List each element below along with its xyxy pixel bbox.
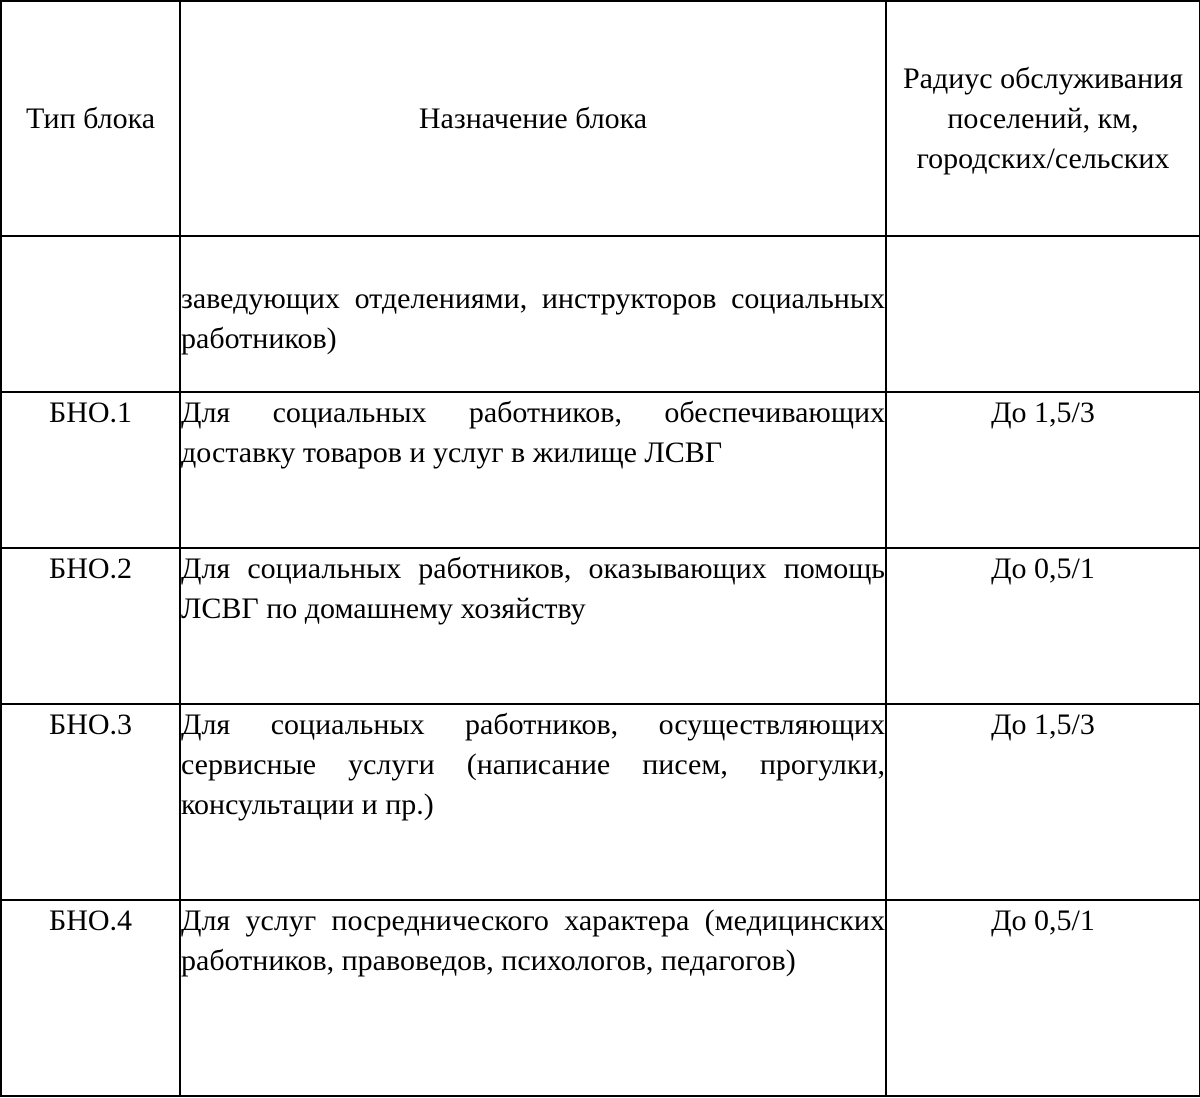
table-header-row xyxy=(1,1,1200,236)
service-radius-cell xyxy=(886,236,1200,392)
table-row xyxy=(1,392,1200,548)
block-type-cell: БНО.2 xyxy=(1,548,180,704)
block-purpose-cell: Для социальных работников, осуществляющих сервисные услуги (написание писем, прогулки, консультации и пр.) xyxy=(180,704,886,900)
table-row xyxy=(1,236,1200,392)
table-row xyxy=(1,548,1200,704)
service-radius-cell: До 1,5/3 xyxy=(886,704,1200,900)
header-block-type: Тип блока xyxy=(1,1,180,236)
block-type-cell: БНО.3 xyxy=(1,704,180,900)
block-purpose-cell: Для социальных работников, оказывающих помощь ЛСВГ по домашнему хозяйству xyxy=(180,548,886,704)
header-service-radius: Радиус обслуживания поселений, км, городских/сельских xyxy=(886,1,1200,236)
service-radius-cell: До 0,5/1 xyxy=(886,548,1200,704)
block-type-cell: БНО.4 xyxy=(1,900,180,1096)
block-purpose-cell: Для услуг посреднического характера (медицинских работников, правоведов, психологов, педагогов) xyxy=(180,900,886,1096)
block-purpose-cell: Для социальных работников, обеспечивающих доставку товаров и услуг в жилище ЛСВГ xyxy=(180,392,886,548)
header-block-purpose: Назначение блока xyxy=(180,1,886,236)
block-type-cell xyxy=(1,236,180,392)
table-row xyxy=(1,900,1200,1096)
service-radius-cell: До 0,5/1 xyxy=(886,900,1200,1096)
block-purpose-cell: заведующих отделениями, инструкторов социальных работников) xyxy=(180,236,886,392)
service-radius-cell: До 1,5/3 xyxy=(886,392,1200,548)
table-row xyxy=(1,704,1200,900)
block-type-cell: БНО.1 xyxy=(1,392,180,548)
